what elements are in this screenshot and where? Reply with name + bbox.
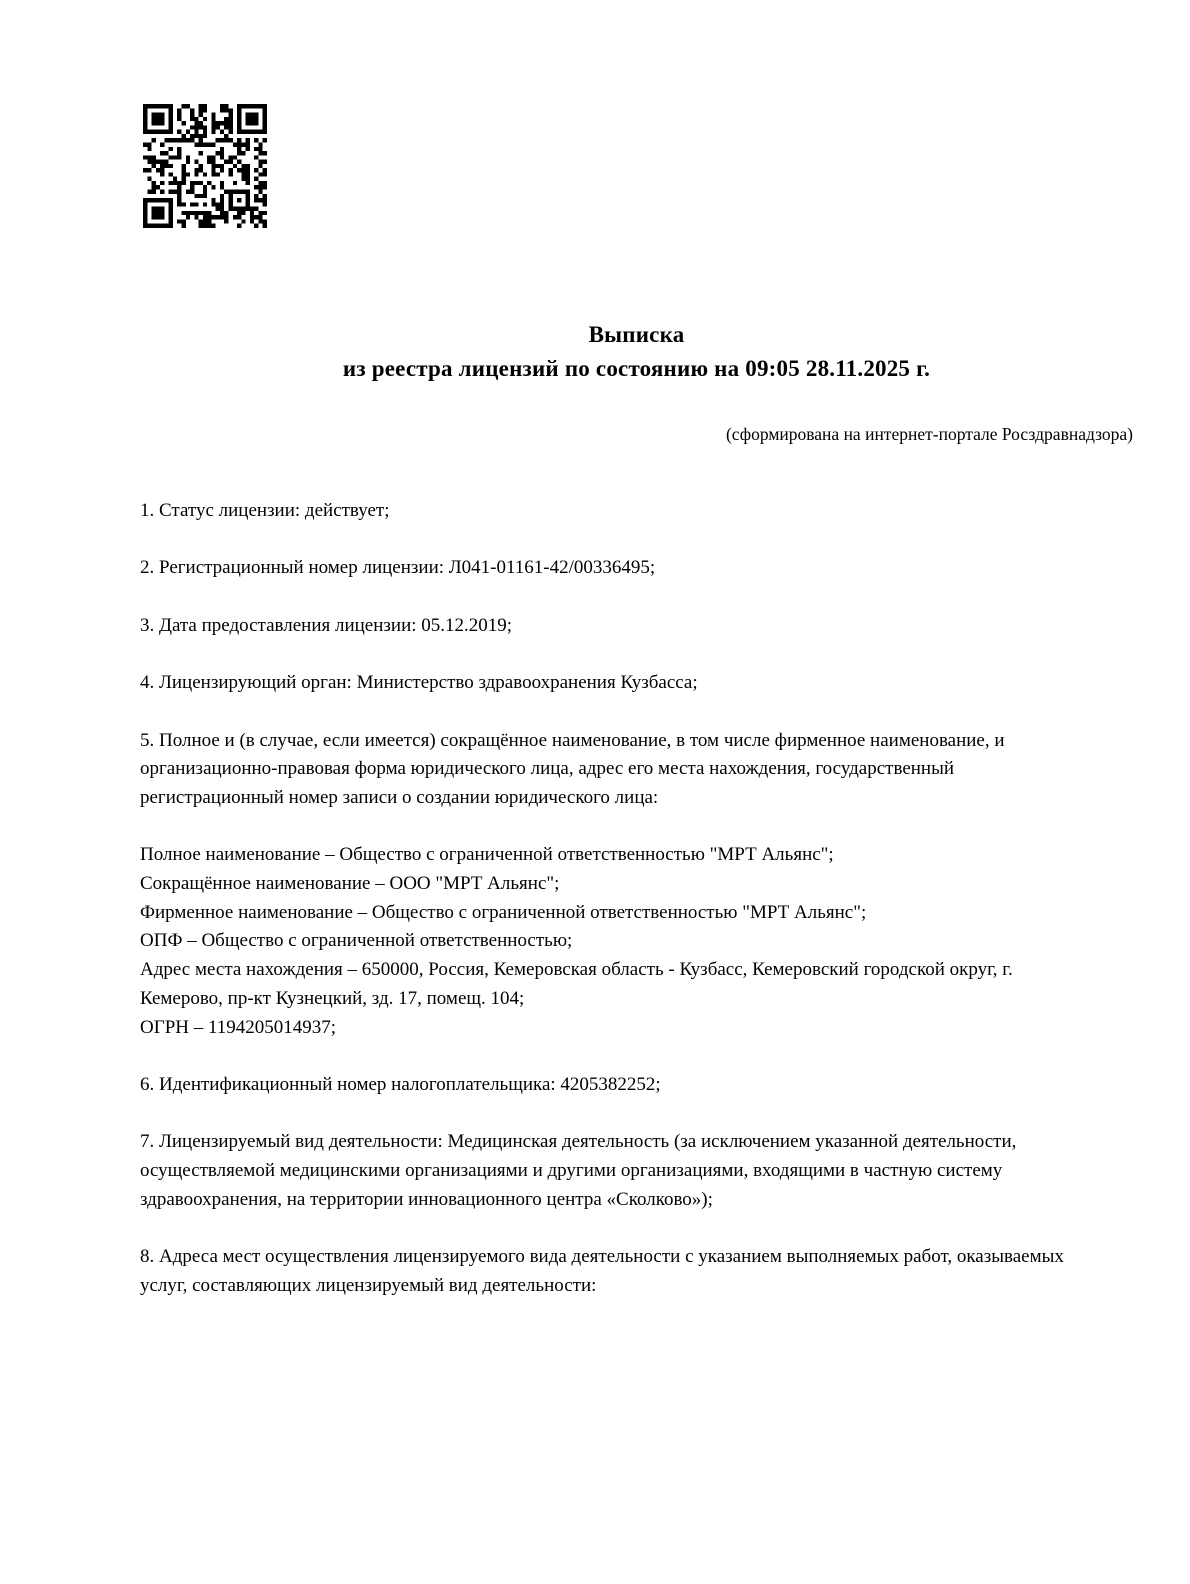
document-title [140,318,1133,386]
field-activity-addresses: 8. Адреса мест осуществления лицензируемого вида деятельности с указанием выполняемых работ, оказываемых услуг, составляющих лицензируемый вид деятельности: [140,1246,1064,1296]
qr-code [143,104,267,228]
org-address: Адрес места нахождения – 650000, Россия, Кемеровская область - Кузбасс, Кемеровский городской округ, г. Кемерово, пр-кт Кузнецкий, зд. 17, помещ. 104; [140,959,1013,1009]
org-full-name: Полное наименование – Общество с ограниченной ответственностью "МРТ Альянс"; [140,844,834,866]
field-license-status: 1. Статус лицензии: действует; [140,500,390,521]
field-grant-date: 3. Дата предоставления лицензии: 05.12.2019; [140,614,513,636]
org-legal-form: ОПФ – Общество с ограниченной ответственностью; [140,930,573,952]
field-registration-number: 2. Регистрационный номер лицензии: Л041-01161-42/00336495; [140,557,656,579]
document-header [140,318,1133,446]
document-subtitle: (сформирована на интернет-портале Росздравнадзора) [725,424,1133,444]
field-entity-heading: 5. Полное и (в случае, если имеется) сокращённое наименование, в том числе фирменное наименование, и организационно-правовая форма юридического лица, адрес его места нахождения, государственный регистрационный номер записи о создании юридического лица: [140,729,1005,808]
org-ogrn: ОГРН – 1194205014937; [140,1016,337,1038]
org-short-name: Сокращённое наименование – ООО "МРТ Альянс"; [140,873,560,895]
org-details [140,841,1098,1042]
field-licensed-activity: 7. Лицензируемый вид деятельности: Медицинская деятельность (за исключением указанной деятельности, осуществляемой медицинскими организациями и другими организациями, входящими в частную систему здравоохранения, на территории инновационного центра «Сколково»); [140,1131,1017,1210]
org-brand-name: Фирменное наименование – Общество с ограниченной ответственностью "МРТ Альянс"; [140,901,867,923]
title-line-2: из реестра лицензий по состоянию на 09:05 28.11.2025 г. [342,356,931,381]
field-inn: 6. Идентификационный номер налогоплательщика: 4205382252; [140,1073,661,1095]
title-line-1: Выписка [588,322,685,347]
field-licensing-authority: 4. Лицензирующий орган: Министерство здравоохранения Кузбасса; [140,672,698,694]
document-body [140,497,1098,1329]
